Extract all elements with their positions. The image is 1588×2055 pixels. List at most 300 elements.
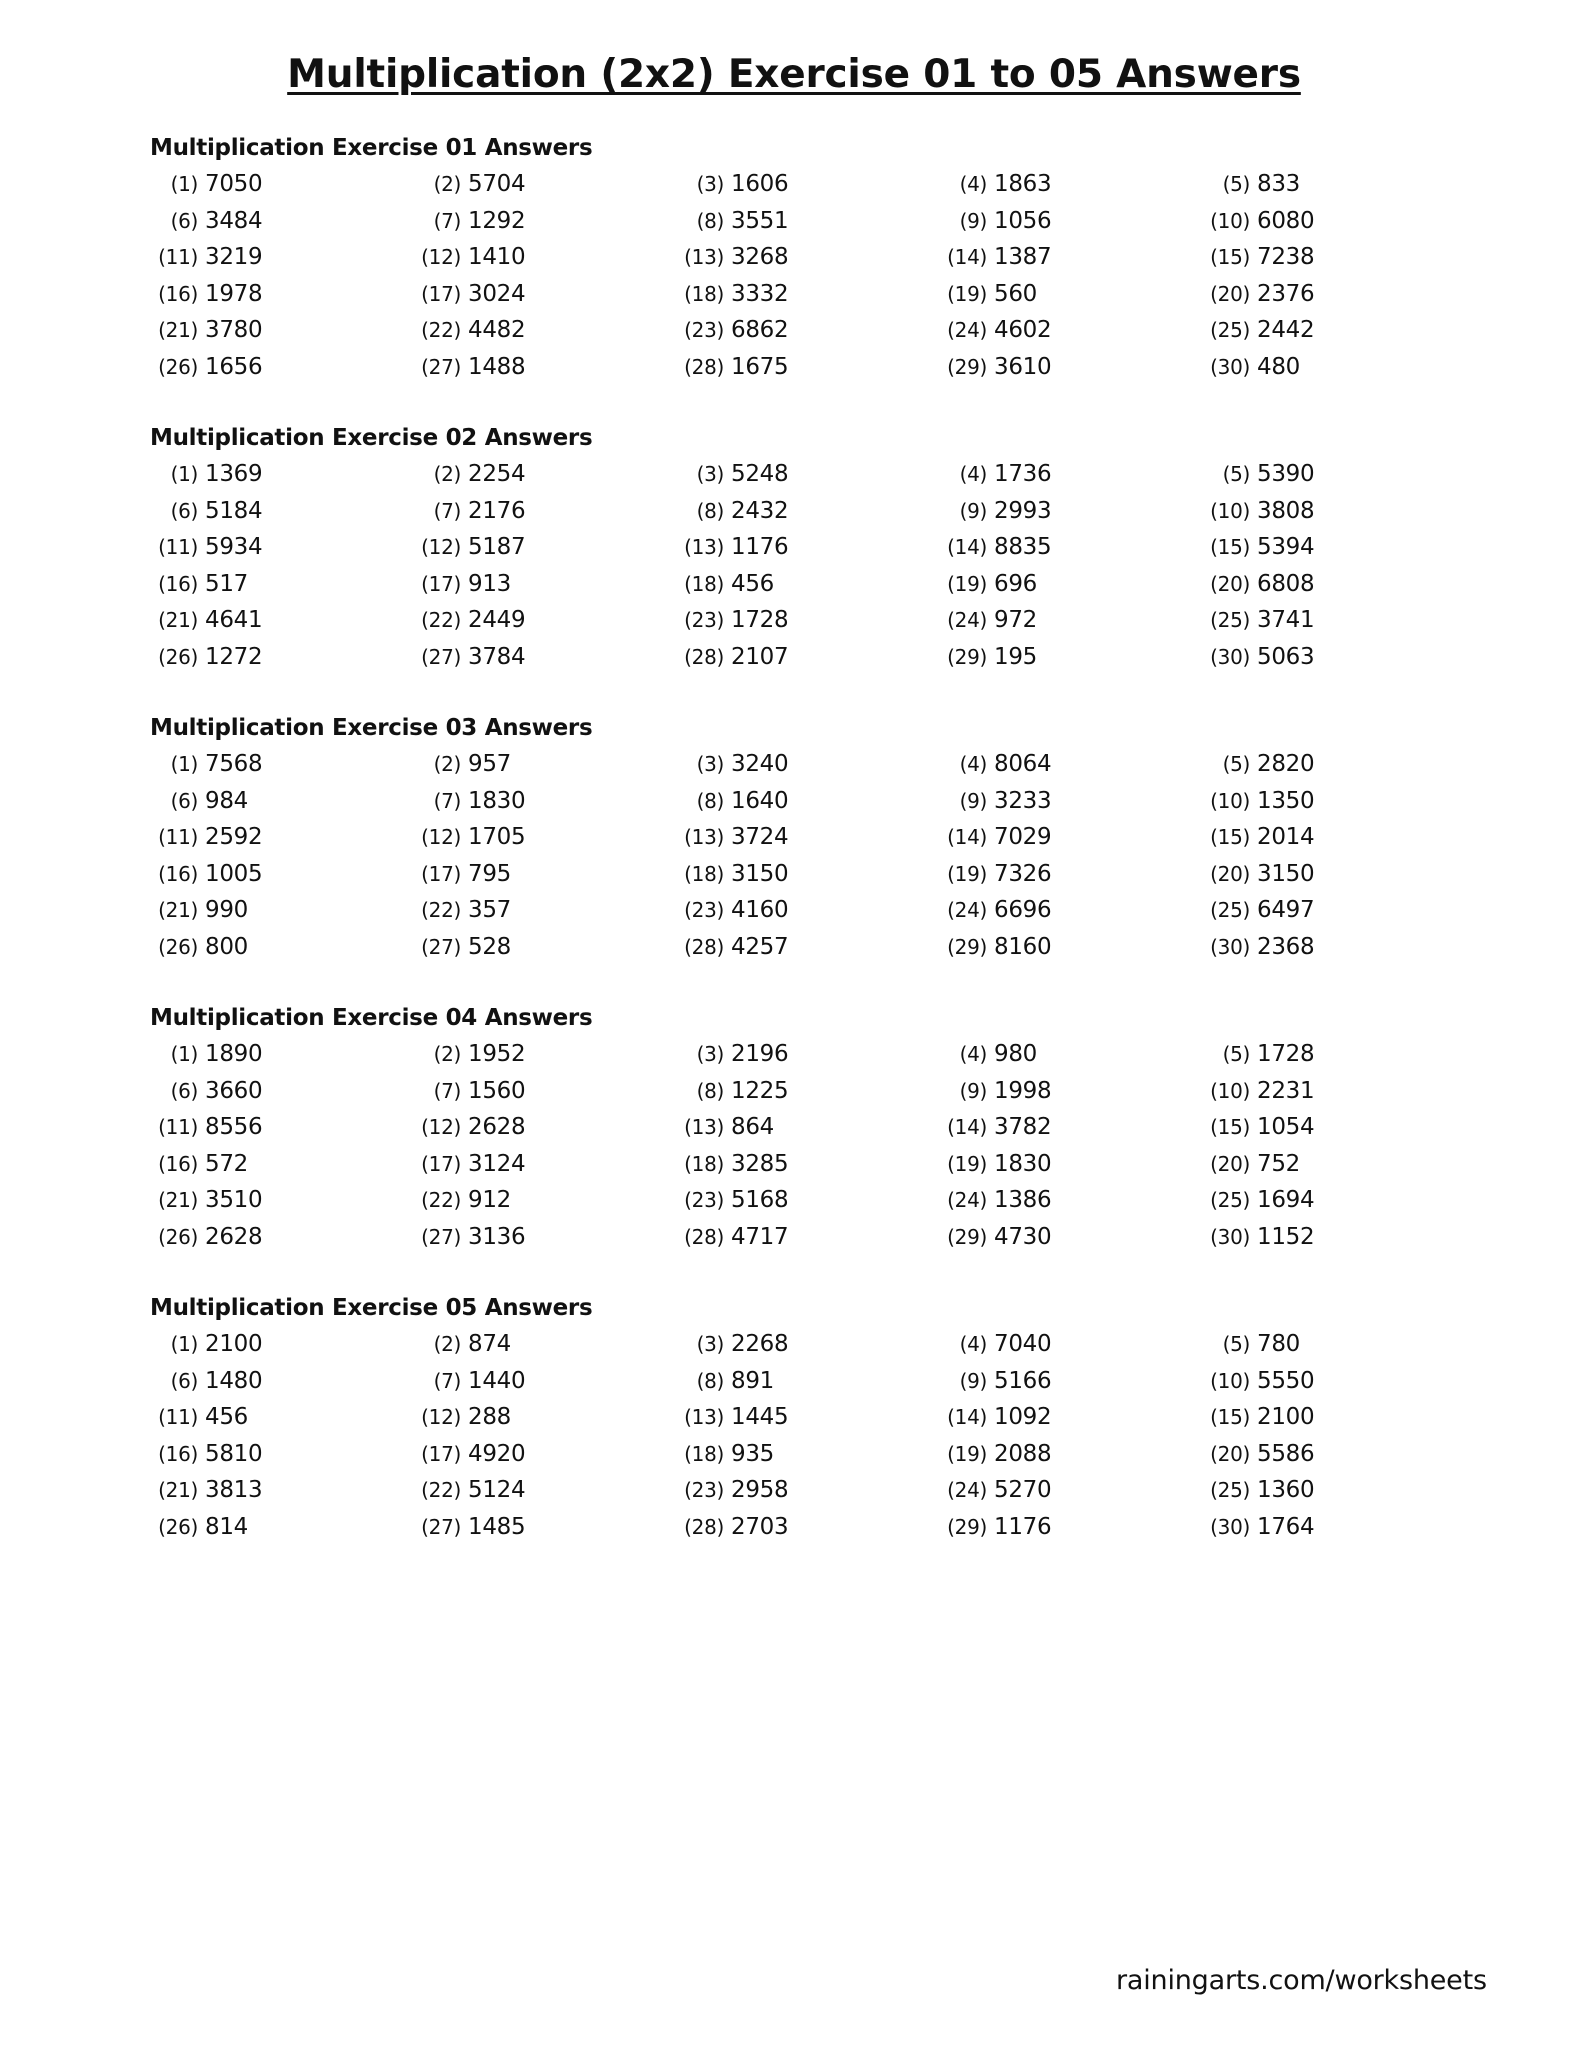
- problem-number: (26): [158, 1224, 198, 1249]
- answer-value: 3150: [1257, 860, 1315, 887]
- answer-value: 3268: [731, 244, 789, 271]
- problem-number: (23): [684, 1478, 724, 1503]
- problem-number: (6): [170, 208, 198, 233]
- problem-number: (6): [170, 498, 198, 523]
- answer-item: [150, 1326, 262, 1363]
- answer-value: 1606: [731, 171, 789, 197]
- problem-number: (25): [1210, 898, 1250, 923]
- problem-number: (5): [1222, 752, 1250, 776]
- problem-number: (13): [684, 1115, 724, 1140]
- answer-item: [150, 892, 248, 929]
- problem-number: (1): [170, 752, 198, 776]
- answer-value: 5550: [1257, 1367, 1315, 1394]
- answer-row: [150, 856, 1450, 893]
- problem-number: (15): [1210, 1405, 1250, 1430]
- answer-item: [150, 1399, 248, 1436]
- answer-value: 4482: [468, 317, 526, 344]
- problem-number: (20): [1210, 1441, 1250, 1466]
- problem-number: (17): [421, 1441, 461, 1466]
- answer-item: [1202, 892, 1314, 929]
- answer-item: [1202, 856, 1314, 893]
- answer-row: [150, 1436, 1450, 1473]
- answer-value: 4257: [731, 933, 789, 960]
- problem-number: (7): [433, 1368, 461, 1393]
- answer-value: 3240: [731, 751, 789, 777]
- problem-number: (19): [947, 571, 987, 596]
- problem-number: (7): [433, 1078, 461, 1103]
- answer-item: [413, 1436, 525, 1473]
- problem-number: (23): [684, 1188, 724, 1213]
- answer-item: [1202, 1182, 1314, 1219]
- answer-value: 2820: [1257, 751, 1315, 777]
- answer-value: 7238: [1257, 244, 1315, 271]
- answer-item: [1202, 239, 1314, 276]
- answer-item: [1202, 1436, 1314, 1473]
- answer-item: [939, 1399, 1051, 1436]
- answer-item: [939, 529, 1051, 566]
- problem-number: (19): [947, 281, 987, 306]
- answer-value: 696: [994, 570, 1037, 597]
- answer-row: [150, 529, 1450, 566]
- problem-number: (5): [1222, 172, 1250, 196]
- problem-number: (18): [684, 1151, 724, 1176]
- answer-value: 1830: [468, 787, 526, 814]
- answer-value: 288: [468, 1404, 511, 1431]
- problem-number: (10): [1210, 1368, 1250, 1393]
- problem-number: (30): [1210, 1224, 1250, 1249]
- answer-item: [676, 529, 788, 566]
- problem-number: (22): [421, 318, 461, 343]
- problem-number: (22): [421, 898, 461, 923]
- answer-value: 1978: [205, 280, 263, 307]
- problem-number: (5): [1222, 462, 1250, 486]
- problem-number: (12): [421, 535, 461, 560]
- answer-row: [150, 566, 1450, 603]
- answer-value: 7050: [205, 171, 263, 197]
- answer-value: 984: [205, 787, 248, 814]
- answer-item: [150, 566, 248, 603]
- answer-item: [150, 1363, 262, 1400]
- problem-number: (3): [696, 462, 724, 486]
- problem-number: (24): [947, 1478, 987, 1503]
- problem-number: (29): [947, 1224, 987, 1249]
- problem-number: (11): [158, 245, 198, 270]
- problem-number: (20): [1210, 571, 1250, 596]
- answer-item: [676, 493, 788, 530]
- problem-number: (3): [696, 1332, 724, 1356]
- answer-value: 4730: [994, 1223, 1052, 1250]
- answer-item: [939, 1219, 1051, 1256]
- answer-item: [676, 349, 788, 386]
- answer-value: 874: [468, 1331, 511, 1357]
- answer-item: [939, 602, 1037, 639]
- answer-item: [413, 1509, 525, 1546]
- answer-value: 1272: [205, 643, 263, 670]
- problem-number: (15): [1210, 1115, 1250, 1140]
- answer-item: [939, 203, 1051, 240]
- answer-value: 1952: [468, 1041, 526, 1067]
- answer-value: 5704: [468, 171, 526, 197]
- problem-number: (8): [696, 208, 724, 233]
- answer-grid: [150, 746, 1450, 966]
- problem-number: (25): [1210, 1188, 1250, 1213]
- answer-item: [413, 1363, 525, 1400]
- answer-value: 1386: [994, 1187, 1052, 1214]
- problem-number: (2): [433, 1332, 461, 1356]
- answer-row: [150, 1509, 1450, 1546]
- answer-value: 1005: [205, 860, 263, 887]
- answer-value: 2628: [468, 1114, 526, 1141]
- answer-value: 3741: [1257, 607, 1315, 634]
- answer-item: [676, 639, 788, 676]
- answer-value: 913: [468, 570, 511, 597]
- answer-value: 5248: [731, 461, 789, 487]
- answer-item: [676, 566, 774, 603]
- answer-item: [676, 1146, 788, 1183]
- answer-value: 935: [731, 1440, 774, 1467]
- answer-item: [150, 602, 262, 639]
- answer-value: 800: [205, 933, 248, 960]
- answer-value: 2254: [468, 461, 526, 487]
- answer-value: 1488: [468, 353, 526, 380]
- answer-item: [1202, 746, 1314, 783]
- answer-value: 2376: [1257, 280, 1315, 307]
- answer-item: [150, 746, 262, 783]
- answer-item: [1202, 493, 1314, 530]
- problem-number: (18): [684, 861, 724, 886]
- answer-value: 5166: [994, 1367, 1052, 1394]
- answer-item: [150, 1073, 262, 1110]
- answer-item: [676, 1219, 788, 1256]
- problem-number: (28): [684, 934, 724, 959]
- problem-number: (14): [947, 1405, 987, 1430]
- answer-value: 1998: [994, 1077, 1052, 1104]
- answer-item: [939, 1363, 1051, 1400]
- answer-value: 1694: [1257, 1187, 1315, 1214]
- answer-value: 517: [205, 570, 248, 597]
- answer-value: 2268: [731, 1331, 789, 1357]
- answer-item: [676, 276, 788, 313]
- answer-item: [413, 566, 511, 603]
- answer-value: 980: [994, 1041, 1037, 1067]
- answer-value: 456: [731, 570, 774, 597]
- answer-item: [939, 1436, 1051, 1473]
- answer-item: [150, 529, 262, 566]
- answer-value: 528: [468, 933, 511, 960]
- problem-number: (26): [158, 354, 198, 379]
- answer-item: [939, 1509, 1051, 1546]
- answer-value: 1560: [468, 1077, 526, 1104]
- answer-item: [939, 639, 1037, 676]
- problem-number: (2): [433, 752, 461, 776]
- answer-value: 2100: [205, 1331, 263, 1357]
- answer-value: 6497: [1257, 897, 1315, 924]
- answer-item: [676, 1109, 774, 1146]
- problem-number: (18): [684, 1441, 724, 1466]
- problem-number: (18): [684, 571, 724, 596]
- answer-row: [150, 1363, 1450, 1400]
- problem-number: (20): [1210, 281, 1250, 306]
- answer-item: [676, 746, 788, 783]
- answer-item: [939, 1109, 1051, 1146]
- answer-item: [676, 1073, 788, 1110]
- problem-number: (8): [696, 1078, 724, 1103]
- answer-value: 1480: [205, 1367, 263, 1394]
- answer-row: [150, 746, 1450, 783]
- answer-row: [150, 312, 1450, 349]
- problem-number: (20): [1210, 861, 1250, 886]
- answer-value: 2088: [994, 1440, 1052, 1467]
- footer-url: rainingarts.com/worksheets: [1116, 1965, 1487, 1996]
- problem-number: (8): [696, 498, 724, 523]
- answer-item: [1202, 529, 1314, 566]
- answer-value: 3813: [205, 1477, 263, 1504]
- answer-value: 5184: [205, 497, 263, 524]
- answer-value: 2368: [1257, 933, 1315, 960]
- answer-item: [939, 1326, 1051, 1363]
- answer-value: 1705: [468, 824, 526, 851]
- answer-item: [413, 239, 525, 276]
- problem-number: (5): [1222, 1332, 1250, 1356]
- answer-item: [413, 166, 525, 203]
- problem-number: (8): [696, 788, 724, 813]
- problem-number: (1): [170, 462, 198, 486]
- answer-value: 2703: [731, 1513, 789, 1540]
- answer-item: [150, 1436, 262, 1473]
- answer-item: [676, 239, 788, 276]
- problem-number: (19): [947, 861, 987, 886]
- answer-value: 3780: [205, 317, 263, 344]
- problem-number: (25): [1210, 1478, 1250, 1503]
- answer-value: 1440: [468, 1367, 526, 1394]
- answer-item: [150, 1182, 262, 1219]
- answer-item: [676, 1399, 788, 1436]
- answer-item: [939, 856, 1051, 893]
- answer-item: [413, 929, 511, 966]
- answer-value: 3233: [994, 787, 1052, 814]
- answer-value: 5390: [1257, 461, 1315, 487]
- answer-value: 3484: [205, 207, 263, 234]
- problem-number: (12): [421, 1115, 461, 1140]
- problem-number: (24): [947, 608, 987, 633]
- section-heading: Multiplication Exercise 02 Answers: [150, 425, 593, 451]
- problem-number: (14): [947, 1115, 987, 1140]
- answer-item: [939, 1146, 1051, 1183]
- problem-number: (4): [959, 462, 987, 486]
- problem-number: (27): [421, 1224, 461, 1249]
- problem-number: (1): [170, 1042, 198, 1066]
- problem-number: (15): [1210, 535, 1250, 560]
- answer-value: 957: [468, 751, 511, 777]
- problem-number: (29): [947, 644, 987, 669]
- answer-value: 2176: [468, 497, 526, 524]
- answer-row: [150, 239, 1450, 276]
- answer-item: [150, 819, 262, 856]
- problem-number: (9): [959, 1368, 987, 1393]
- answer-value: 2449: [468, 607, 526, 634]
- answer-value: 3551: [731, 207, 789, 234]
- answer-value: 4920: [468, 1440, 526, 1467]
- problem-number: (25): [1210, 318, 1250, 343]
- answer-item: [150, 783, 248, 820]
- answer-value: 2231: [1257, 1077, 1315, 1104]
- problem-number: (9): [959, 498, 987, 523]
- answer-item: [1202, 1036, 1314, 1073]
- answer-item: [939, 929, 1051, 966]
- answer-row: [150, 276, 1450, 313]
- answer-value: 990: [205, 897, 248, 924]
- answer-item: [939, 349, 1051, 386]
- answer-value: 3136: [468, 1223, 526, 1250]
- answer-item: [413, 1109, 525, 1146]
- problem-number: (1): [170, 1332, 198, 1356]
- answer-value: 3332: [731, 280, 789, 307]
- answer-value: 5063: [1257, 643, 1315, 670]
- answer-value: 5934: [205, 534, 263, 561]
- problem-number: (3): [696, 1042, 724, 1066]
- answer-value: 4641: [205, 607, 263, 634]
- problem-number: (21): [158, 608, 198, 633]
- answer-item: [413, 493, 525, 530]
- answer-value: 1830: [994, 1150, 1052, 1177]
- answer-item: [413, 1182, 511, 1219]
- answer-item: [676, 1182, 788, 1219]
- problem-number: (16): [158, 571, 198, 596]
- problem-number: (15): [1210, 825, 1250, 850]
- answer-value: 195: [994, 643, 1037, 670]
- problem-number: (29): [947, 354, 987, 379]
- problem-number: (2): [433, 462, 461, 486]
- answer-row: [150, 602, 1450, 639]
- answer-item: [676, 1509, 788, 1546]
- problem-number: (15): [1210, 245, 1250, 270]
- answer-value: 4160: [731, 897, 789, 924]
- answer-value: 5187: [468, 534, 526, 561]
- answer-value: 1728: [1257, 1041, 1315, 1067]
- problem-number: (7): [433, 788, 461, 813]
- answer-grid: [150, 166, 1450, 386]
- answer-row: [150, 349, 1450, 386]
- answer-row: [150, 1036, 1450, 1073]
- problem-number: (13): [684, 825, 724, 850]
- answer-value: 1675: [731, 353, 789, 380]
- problem-number: (6): [170, 1078, 198, 1103]
- problem-number: (28): [684, 354, 724, 379]
- answer-value: 2628: [205, 1223, 263, 1250]
- problem-number: (11): [158, 1115, 198, 1140]
- answer-value: 1728: [731, 607, 789, 634]
- problem-number: (26): [158, 1514, 198, 1539]
- problem-number: (22): [421, 1188, 461, 1213]
- answer-item: [939, 1182, 1051, 1219]
- problem-number: (8): [696, 1368, 724, 1393]
- problem-number: (27): [421, 1514, 461, 1539]
- answer-item: [1202, 929, 1314, 966]
- answer-item: [413, 276, 525, 313]
- answer-row: [150, 1109, 1450, 1146]
- answer-value: 560: [994, 280, 1037, 307]
- problem-number: (25): [1210, 608, 1250, 633]
- section-heading: Multiplication Exercise 04 Answers: [150, 1005, 593, 1031]
- answer-value: 8556: [205, 1114, 263, 1141]
- answer-item: [676, 783, 788, 820]
- answer-item: [150, 929, 248, 966]
- problem-number: (5): [1222, 1042, 1250, 1066]
- answer-value: 2442: [1257, 317, 1315, 344]
- exercise-section: [150, 130, 1450, 386]
- problem-number: (14): [947, 535, 987, 560]
- problem-number: (21): [158, 1478, 198, 1503]
- answer-row: [150, 1182, 1450, 1219]
- problem-number: (17): [421, 1151, 461, 1176]
- answer-value: 4602: [994, 317, 1052, 344]
- answer-item: [939, 1472, 1051, 1509]
- problem-number: (24): [947, 898, 987, 923]
- answer-value: 1369: [205, 461, 263, 487]
- answer-item: [939, 456, 1051, 493]
- answer-value: 6080: [1257, 207, 1315, 234]
- problem-number: (27): [421, 934, 461, 959]
- answer-item: [150, 1036, 262, 1073]
- answer-value: 6808: [1257, 570, 1315, 597]
- answer-value: 8160: [994, 933, 1052, 960]
- problem-number: (28): [684, 1514, 724, 1539]
- problem-number: (4): [959, 1332, 987, 1356]
- answer-value: 2014: [1257, 824, 1315, 851]
- answer-item: [1202, 819, 1314, 856]
- answer-item: [150, 276, 262, 313]
- answer-item: [1202, 203, 1314, 240]
- answer-value: 3285: [731, 1150, 789, 1177]
- answer-value: 7326: [994, 860, 1052, 887]
- answer-item: [413, 1399, 511, 1436]
- answer-row: [150, 929, 1450, 966]
- answer-item: [1202, 602, 1314, 639]
- answer-item: [1202, 276, 1314, 313]
- answer-value: 3782: [994, 1114, 1052, 1141]
- answer-value: 864: [731, 1114, 774, 1141]
- answer-row: [150, 1219, 1450, 1256]
- problem-number: (7): [433, 208, 461, 233]
- answer-value: 1764: [1257, 1513, 1315, 1540]
- problem-number: (22): [421, 1478, 461, 1503]
- problem-number: (16): [158, 281, 198, 306]
- answer-value: 7568: [205, 751, 263, 777]
- answer-item: [676, 312, 788, 349]
- answer-item: [413, 819, 525, 856]
- answer-row: [150, 456, 1450, 493]
- answer-item: [1202, 349, 1300, 386]
- answer-value: 3124: [468, 1150, 526, 1177]
- answer-value: 1410: [468, 244, 526, 271]
- answer-item: [676, 602, 788, 639]
- answer-row: [150, 1399, 1450, 1436]
- answer-item: [150, 312, 262, 349]
- answer-value: 2958: [731, 1477, 789, 1504]
- answer-value: 1225: [731, 1077, 789, 1104]
- answer-value: 357: [468, 897, 511, 924]
- answer-item: [413, 312, 525, 349]
- answer-value: 6862: [731, 317, 789, 344]
- answer-item: [413, 529, 525, 566]
- answer-item: [1202, 1219, 1314, 1256]
- answer-value: 1485: [468, 1513, 526, 1540]
- answer-item: [1202, 1109, 1314, 1146]
- problem-number: (19): [947, 1441, 987, 1466]
- answer-value: 1056: [994, 207, 1052, 234]
- problem-number: (26): [158, 934, 198, 959]
- problem-number: (11): [158, 825, 198, 850]
